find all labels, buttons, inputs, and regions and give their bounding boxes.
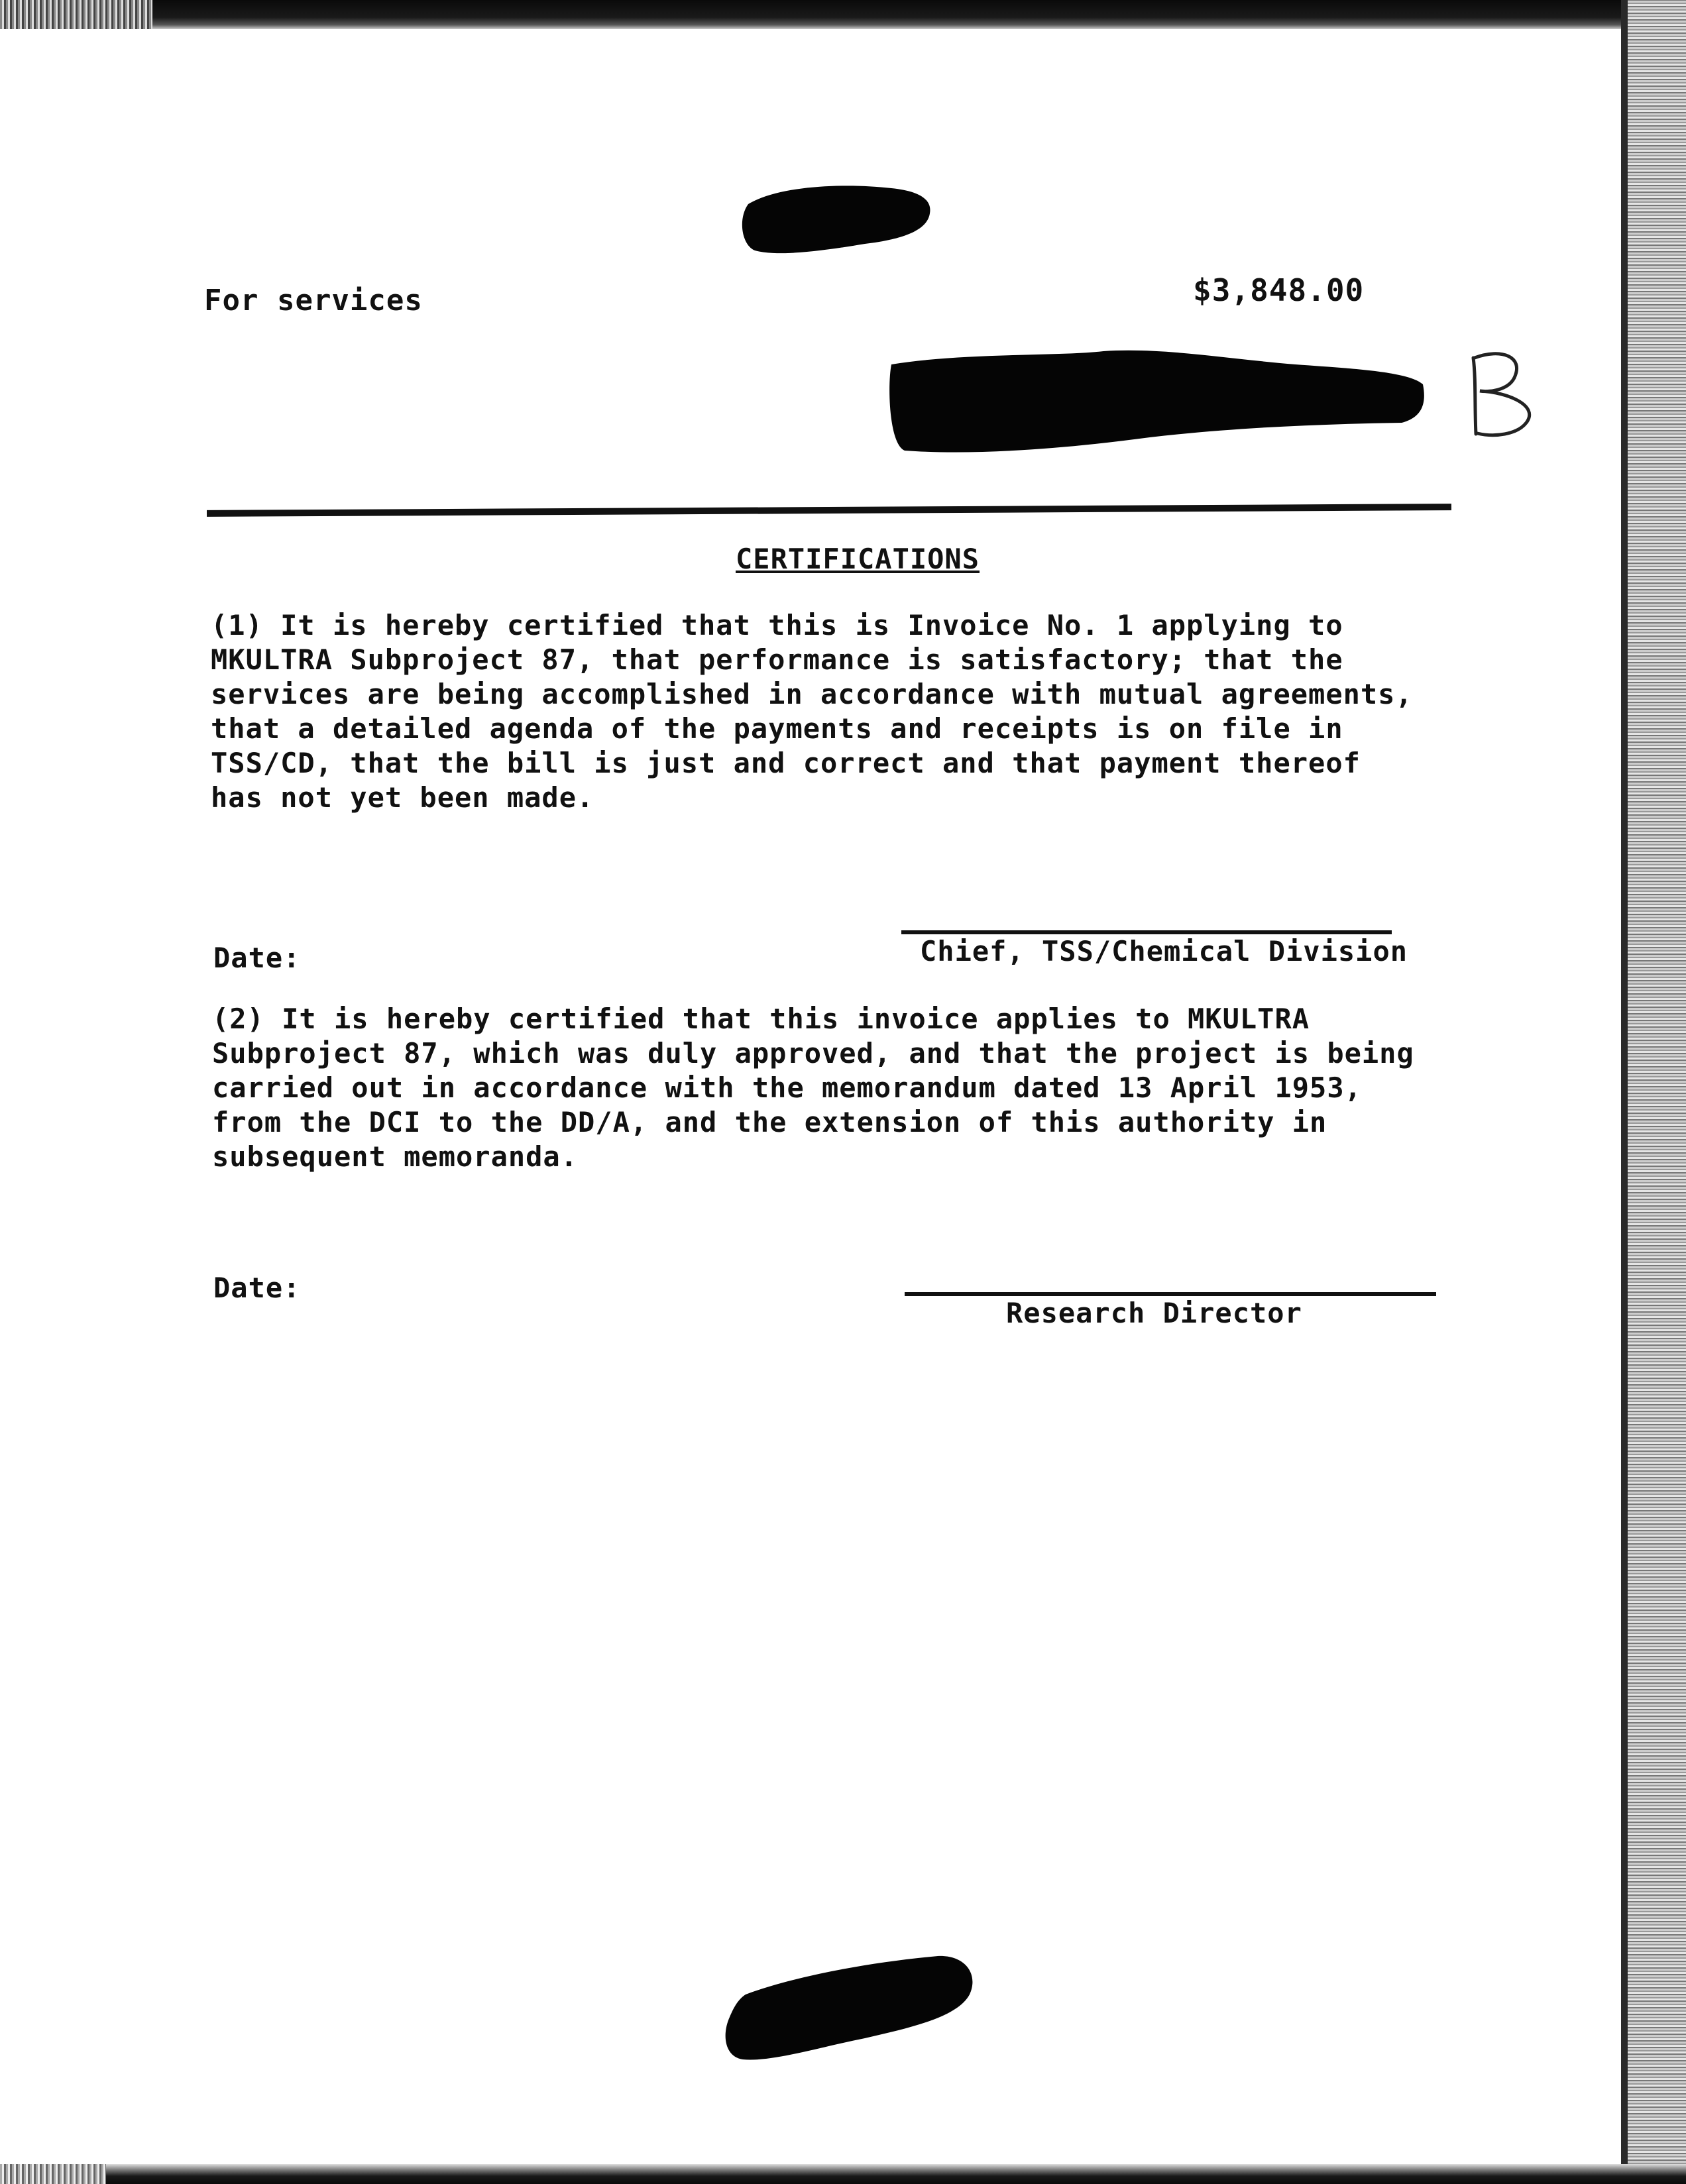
scan-right-border [1628, 0, 1686, 2184]
cert2-line: carried out in accordance with the memorandum dated 13 April 1953, [212, 1071, 1362, 1104]
redaction-bottom [719, 1948, 978, 2067]
cert1-date-label: Date: [213, 942, 301, 974]
cert2-line: subsequent memoranda. [212, 1140, 579, 1173]
cert2-line: (2) It is hereby certified that this invoice applies to MKULTRA [212, 1003, 1310, 1035]
section-divider [207, 504, 1451, 517]
redaction-top [739, 179, 938, 265]
scan-right-shadow [1621, 0, 1628, 2184]
certification-2-text [212, 1002, 1414, 1174]
scan-bottom-border [0, 2164, 1686, 2184]
cert2-signature-title: Research Director [1006, 1297, 1302, 1329]
cert2-line: Subproject 87, which was duly approved, and that the project is being [212, 1037, 1414, 1069]
amount-value: $3,848.00 [1193, 272, 1365, 308]
certification-1-text [211, 608, 1413, 815]
certifications-heading: CERTIFICATIONS [736, 543, 980, 575]
cert1-line: (1) It is hereby certified that this is Invoice No. 1 applying to [211, 609, 1343, 641]
handwritten-b-mark [1461, 345, 1554, 444]
cert1-signature-title: Chief, TSS/Chemical Division [920, 935, 1408, 967]
scan-bottom-left-noise [0, 2164, 106, 2184]
cert1-line: that a detailed agenda of the payments and receipts is on file in [211, 712, 1343, 745]
redaction-bar [885, 345, 1428, 457]
for-services-label: For services [204, 284, 423, 317]
scan-top-left-noise [0, 0, 152, 29]
cert1-line: MKULTRA Subproject 87, that performance is satisfactory; that the [211, 643, 1343, 676]
cert1-line: services are being accomplished in accordance with mutual agreements, [211, 678, 1413, 710]
cert2-date-label: Date: [213, 1272, 301, 1304]
scan-top-border [0, 0, 1686, 29]
cert1-line: has not yet been made. [211, 781, 594, 814]
cert2-line: from the DCI to the DD/A, and the extension of this authority in [212, 1106, 1327, 1138]
cert1-line: TSS/CD, that the bill is just and correct and that payment thereof [211, 747, 1361, 779]
